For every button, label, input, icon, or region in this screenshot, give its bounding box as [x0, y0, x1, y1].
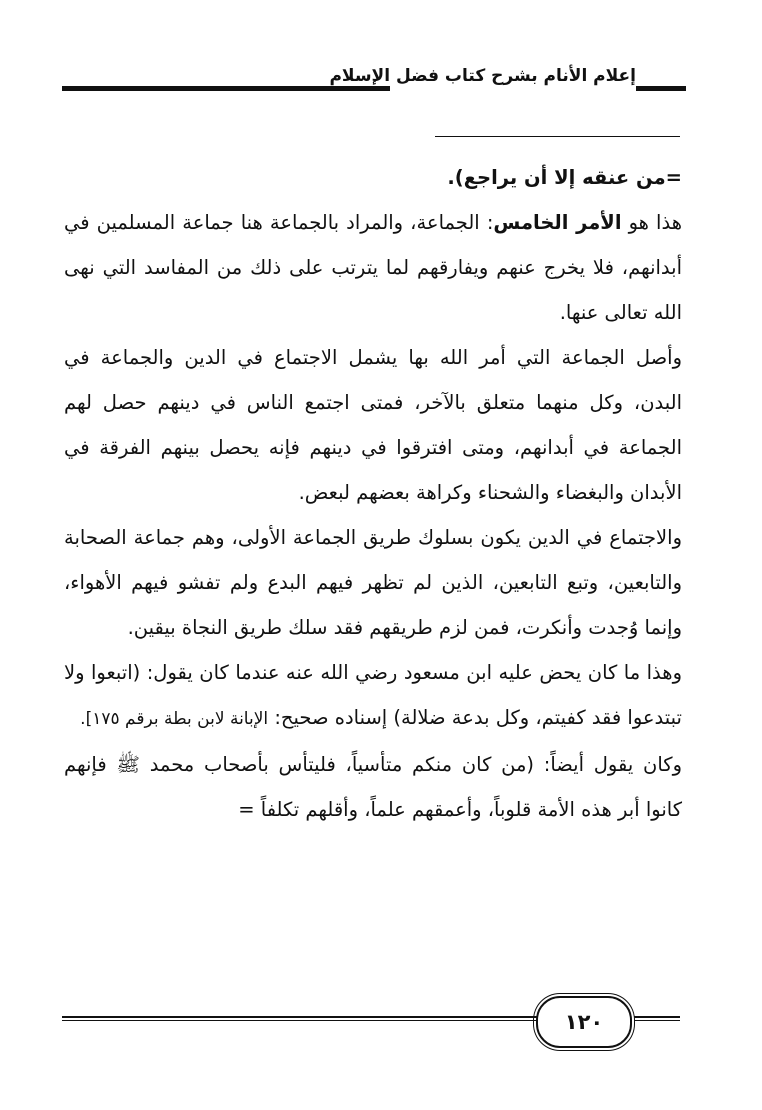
paragraph-jamaah-origin: وأصل الجماعة التي أمر الله بها يشمل الاجتماع في الدين والجماعة في البدن، وكل منهما متعلق بالآخر، فمتى اجتمع الناس في دينهم حصل لهم الجماعة في أبدانهم، ومتى افترقوا في دينهم فإنه يحصل بينهم الفرقة في الأبدان والبغضاء والشحناء وكراهة بعضهم لبعض.	[64, 346, 682, 504]
footer-rule-right	[630, 1016, 680, 1021]
source-reference: الإبانة لابن بطة برقم ١٧٥].	[80, 709, 269, 729]
paragraph-rest: : الجماعة، والمراد بالجماعة هنا جماعة المسلمين في أبدانهم، فلا يخرج عنهم ويفارقهم لما يترتب على ذلك من المفاسد التي نهى الله تعالى عنها.	[64, 211, 682, 324]
continuation-line: =من عنقه إلا أن يراجع).	[447, 166, 682, 189]
footer-rule-left	[62, 1016, 538, 1021]
paragraph-lead: هذا هو	[621, 211, 682, 234]
page-number-badge: ١٢٠	[536, 996, 632, 1048]
fifth-matter-heading: الأمر الخامس	[493, 211, 622, 234]
header-rule-left	[62, 86, 390, 91]
paragraph-religious-unity: والاجتماع في الدين يكون بسلوك طريق الجماعة الأولى، وهم جماعة الصحابة والتابعين، وتبع التابعين، الذين لم تظهر فيهم البدع ولم تفشو فيهم الأهواء، وإنما وُجدت وأنكرت، فمن لزم طريقهم فقد سلك طريق النجاة بيقين.	[64, 526, 682, 639]
page-body	[64, 155, 682, 832]
running-header-title: إعلام الأنام بشرح كتاب فضل الإسلام	[329, 66, 636, 86]
header-rule-right	[636, 86, 686, 91]
paragraph-fifth-matter	[64, 200, 682, 335]
footnote-separator	[435, 136, 680, 137]
ibn-masud-quote: وهذا ما كان يحض عليه ابن مسعود رضي الله عنه عندما كان يقول: (اتبعوا ولا تبتدعوا فقد كفيتم، وكل بدعة ضلالة) إسناده صحيح:	[64, 661, 682, 729]
paragraph-companions: وكان يقول أيضاً: (من كان منكم متأسياً، فليتأس بأصحاب محمد ﷺ فإنهم كانوا أبر هذه الأمة قلوباً، وأعمقهم علماً، وأقلهم تكلفاً =	[64, 753, 682, 821]
paragraph-ibn-masud	[64, 650, 682, 742]
